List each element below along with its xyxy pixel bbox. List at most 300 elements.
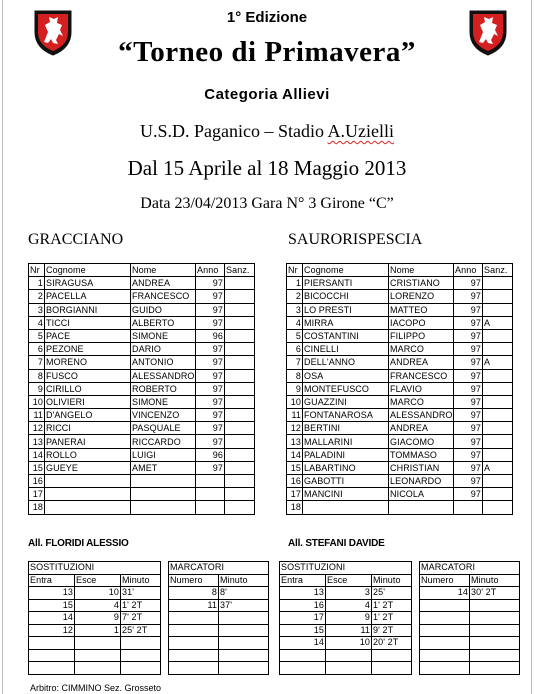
player-nr: 2 xyxy=(29,290,45,303)
subs-out-header: Esce xyxy=(75,574,121,587)
player-sanction xyxy=(225,488,255,501)
scorers-min-header: Minuto xyxy=(219,574,269,587)
sub-in: 15 xyxy=(280,624,326,637)
team-right-name: SAURORISPESCIA xyxy=(288,231,423,248)
player-sanction xyxy=(225,422,255,435)
player-row xyxy=(287,303,513,316)
player-nr: 9 xyxy=(287,382,303,395)
player-sanction: A xyxy=(483,356,513,369)
tournament-dates: Dal 15 Aprile al 18 Maggio 2013 xyxy=(127,156,407,180)
player-year: 97 xyxy=(196,369,225,382)
player-sanction xyxy=(483,422,513,435)
player-row xyxy=(287,329,513,342)
substitutions-table-left xyxy=(28,561,161,675)
scorer-row xyxy=(169,612,269,625)
player-surname xyxy=(45,488,131,501)
sub-minute: 31' xyxy=(121,587,161,600)
scorer-minute xyxy=(219,662,269,675)
player-row xyxy=(287,316,513,329)
subs-min-header: Minuto xyxy=(121,574,161,587)
player-year: 97 xyxy=(454,356,483,369)
player-nr: 1 xyxy=(29,277,45,290)
scorer-row xyxy=(169,649,269,662)
player-surname: OSA xyxy=(303,369,389,382)
player-name: MATTEO xyxy=(389,303,454,316)
player-surname: BICOCCHI xyxy=(303,290,389,303)
player-year xyxy=(454,501,483,514)
substitution-row xyxy=(29,637,161,650)
scorer-row xyxy=(420,649,520,662)
scorer-row xyxy=(169,624,269,637)
sub-out: 9 xyxy=(75,612,121,625)
player-sanction xyxy=(225,329,255,342)
player-name: ANDREA xyxy=(389,356,454,369)
player-sanction: A xyxy=(483,316,513,329)
player-name: LORENZO xyxy=(389,290,454,303)
player-nr: 6 xyxy=(29,343,45,356)
scorer-minute: 37' xyxy=(219,599,269,612)
player-year: 97 xyxy=(196,382,225,395)
sub-minute xyxy=(121,662,161,675)
player-nr: 17 xyxy=(287,488,303,501)
player-sanction xyxy=(483,501,513,514)
player-nr: 4 xyxy=(29,316,45,329)
subs-title: SOSTITUZIONI xyxy=(29,562,161,575)
substitution-row xyxy=(280,587,412,600)
player-row xyxy=(287,343,513,356)
player-year: 97 xyxy=(454,290,483,303)
sub-out: 10 xyxy=(75,587,121,600)
scorer-minute xyxy=(470,599,520,612)
player-sanction xyxy=(225,435,255,448)
player-sanction xyxy=(483,343,513,356)
sub-in: 13 xyxy=(280,587,326,600)
player-nr: 7 xyxy=(29,356,45,369)
scorer-minute: 8' xyxy=(219,587,269,600)
player-nr: 11 xyxy=(287,409,303,422)
player-row xyxy=(287,435,513,448)
player-surname: ROLLO xyxy=(45,448,131,461)
player-nr: 14 xyxy=(287,448,303,461)
player-year: 97 xyxy=(196,422,225,435)
player-nr: 9 xyxy=(29,382,45,395)
substitution-row xyxy=(29,649,161,662)
scorers-table-right xyxy=(419,561,520,675)
player-year: 97 xyxy=(454,277,483,290)
scorer-row xyxy=(420,624,520,637)
player-year: 97 xyxy=(196,290,225,303)
player-surname: D'ANGELO xyxy=(45,409,131,422)
player-row xyxy=(29,277,255,290)
player-sanction xyxy=(225,461,255,474)
player-year: 97 xyxy=(454,329,483,342)
player-nr: 6 xyxy=(287,343,303,356)
scorer-number xyxy=(169,637,219,650)
sub-in xyxy=(29,637,75,650)
player-nr: 1 xyxy=(287,277,303,290)
sub-out: 9 xyxy=(326,612,372,625)
subs-min-header: Minuto xyxy=(372,574,412,587)
player-sanction xyxy=(483,395,513,408)
player-surname: BORGIANNI xyxy=(45,303,131,316)
player-year: 97 xyxy=(454,448,483,461)
player-row xyxy=(29,303,255,316)
sub-out: 11 xyxy=(326,624,372,637)
player-surname: PANERAI xyxy=(45,435,131,448)
venue-prefix: U.S.D. Paganico – Stadio xyxy=(140,121,328,141)
player-name: ROBERTO xyxy=(131,382,196,395)
subs-title: SOSTITUZIONI xyxy=(280,562,412,575)
player-name xyxy=(131,488,196,501)
player-year: 97 xyxy=(454,343,483,356)
substitution-row xyxy=(29,662,161,675)
player-name: FLAVIO xyxy=(389,382,454,395)
scorer-number: 14 xyxy=(420,587,470,600)
player-name: FILIPPO xyxy=(389,329,454,342)
player-surname: PIERSANTI xyxy=(303,277,389,290)
player-row xyxy=(29,343,255,356)
player-year: 97 xyxy=(196,343,225,356)
roster-header-row xyxy=(287,264,513,277)
scorers-num-header: Numero xyxy=(420,574,470,587)
player-name: LUIGI xyxy=(131,448,196,461)
player-surname: OLIVIERI xyxy=(45,395,131,408)
player-year: 97 xyxy=(454,475,483,488)
player-surname: BERTINI xyxy=(303,422,389,435)
col-sanz: Sanz. xyxy=(225,264,255,277)
player-sanction xyxy=(483,382,513,395)
sub-minute xyxy=(372,662,412,675)
scorer-row xyxy=(169,637,269,650)
player-nr: 3 xyxy=(287,303,303,316)
player-surname: TICCI xyxy=(45,316,131,329)
player-year: 97 xyxy=(196,461,225,474)
player-surname: LO PRESTI xyxy=(303,303,389,316)
player-row xyxy=(29,290,255,303)
sub-in: 13 xyxy=(29,587,75,600)
sub-minute xyxy=(372,649,412,662)
player-surname: COSTANTINI xyxy=(303,329,389,342)
sub-out: 1 xyxy=(75,624,121,637)
player-surname: MORENO xyxy=(45,356,131,369)
sub-minute: 25' 2T xyxy=(121,624,161,637)
sub-minute xyxy=(121,649,161,662)
player-sanction xyxy=(225,303,255,316)
substitution-row xyxy=(280,612,412,625)
scorer-number: 8 xyxy=(169,587,219,600)
player-name: VINCENZO xyxy=(131,409,196,422)
player-surname: PACELLA xyxy=(45,290,131,303)
scorer-minute xyxy=(219,637,269,650)
player-nr: 3 xyxy=(29,303,45,316)
sub-in: 12 xyxy=(29,624,75,637)
scorer-minute xyxy=(470,637,520,650)
sub-in: 17 xyxy=(280,612,326,625)
player-nr: 7 xyxy=(287,356,303,369)
sub-minute: 9' 2T xyxy=(372,624,412,637)
player-name: GUIDO xyxy=(131,303,196,316)
scorer-row xyxy=(420,612,520,625)
player-row xyxy=(29,356,255,369)
player-surname: GUEYE xyxy=(45,461,131,474)
sub-in xyxy=(29,662,75,675)
subs-out-header: Esce xyxy=(326,574,372,587)
player-year xyxy=(196,488,225,501)
player-sanction xyxy=(225,356,255,369)
page-edge-left xyxy=(2,0,3,694)
page-edge-right xyxy=(531,0,532,694)
player-row xyxy=(287,409,513,422)
player-surname: PACE xyxy=(45,329,131,342)
sub-in xyxy=(280,649,326,662)
col-surname: Cognome xyxy=(303,264,389,277)
scorer-minute xyxy=(470,612,520,625)
sub-out xyxy=(75,662,121,675)
scorers-min-header: Minuto xyxy=(470,574,520,587)
subs-in-header: Entra xyxy=(29,574,75,587)
col-surname: Cognome xyxy=(45,264,131,277)
player-nr: 11 xyxy=(29,409,45,422)
scorers-title: MARCATORI xyxy=(420,562,520,575)
edition-label: 1° Edizione xyxy=(226,9,308,26)
col-name: Nome xyxy=(389,264,454,277)
player-row xyxy=(287,395,513,408)
player-row xyxy=(29,409,255,422)
player-row xyxy=(287,488,513,501)
scorer-number xyxy=(169,649,219,662)
scorer-number xyxy=(420,637,470,650)
roster-table-right xyxy=(286,263,513,515)
player-row xyxy=(29,475,255,488)
sub-in: 15 xyxy=(29,599,75,612)
scorer-row xyxy=(169,599,269,612)
substitution-row xyxy=(29,612,161,625)
player-row xyxy=(287,461,513,474)
player-name: AMET xyxy=(131,461,196,474)
player-year: 97 xyxy=(454,488,483,501)
player-surname: LABARTINO xyxy=(303,461,389,474)
player-sanction xyxy=(483,475,513,488)
player-surname: CINELLI xyxy=(303,343,389,356)
sub-minute xyxy=(121,637,161,650)
player-sanction xyxy=(483,435,513,448)
sub-minute: 25' xyxy=(372,587,412,600)
sub-in: 14 xyxy=(280,637,326,650)
roster-header-row xyxy=(29,264,255,277)
scorer-number xyxy=(420,612,470,625)
player-name: PASQUALE xyxy=(131,422,196,435)
col-year: Anno xyxy=(196,264,225,277)
player-sanction xyxy=(225,369,255,382)
player-nr: 2 xyxy=(287,290,303,303)
player-sanction xyxy=(225,316,255,329)
sub-minute: 20' 2T xyxy=(372,637,412,650)
player-year: 97 xyxy=(196,277,225,290)
player-sanction xyxy=(225,343,255,356)
sub-out xyxy=(75,649,121,662)
player-row xyxy=(287,501,513,514)
scorer-number xyxy=(420,662,470,675)
player-surname: MIRRA xyxy=(303,316,389,329)
venue-line xyxy=(0,121,534,142)
player-surname: CIRILLO xyxy=(45,382,131,395)
player-surname: GABOTTI xyxy=(303,475,389,488)
player-name: IACOPO xyxy=(389,316,454,329)
player-surname xyxy=(45,501,131,514)
substitution-row xyxy=(29,587,161,600)
scorer-minute: 30' 2T xyxy=(470,587,520,600)
col-nr: Nr xyxy=(29,264,45,277)
player-surname: SIRAGUSA xyxy=(45,277,131,290)
player-surname xyxy=(45,475,131,488)
player-row xyxy=(287,290,513,303)
sub-out: 4 xyxy=(75,599,121,612)
player-sanction xyxy=(483,488,513,501)
player-row xyxy=(287,369,513,382)
team-left-name: GRACCIANO xyxy=(28,231,124,248)
player-sanction xyxy=(225,501,255,514)
sub-in: 16 xyxy=(280,599,326,612)
player-name: DARIO xyxy=(131,343,196,356)
player-nr: 18 xyxy=(29,501,45,514)
substitution-row xyxy=(29,599,161,612)
player-year xyxy=(196,501,225,514)
player-sanction xyxy=(225,475,255,488)
player-surname: GUAZZINI xyxy=(303,395,389,408)
player-row xyxy=(29,435,255,448)
player-nr: 15 xyxy=(287,461,303,474)
player-name: CRISTIANO xyxy=(389,277,454,290)
player-year: 97 xyxy=(196,316,225,329)
player-row xyxy=(287,475,513,488)
player-row xyxy=(29,422,255,435)
sub-out xyxy=(75,637,121,650)
player-name xyxy=(131,501,196,514)
player-name: MARCO xyxy=(389,395,454,408)
player-year: 97 xyxy=(196,356,225,369)
player-year: 97 xyxy=(454,382,483,395)
player-row xyxy=(29,395,255,408)
sub-minute: 1' 2T xyxy=(372,612,412,625)
subs-in-header: Entra xyxy=(280,574,326,587)
player-name: ANDREA xyxy=(131,277,196,290)
player-nr: 8 xyxy=(29,369,45,382)
sub-out: 3 xyxy=(326,587,372,600)
player-year: 97 xyxy=(454,461,483,474)
scorer-row xyxy=(420,587,520,600)
player-nr: 10 xyxy=(29,395,45,408)
player-name xyxy=(131,475,196,488)
player-year: 97 xyxy=(196,303,225,316)
scorer-minute xyxy=(470,649,520,662)
player-sanction xyxy=(483,290,513,303)
player-nr: 17 xyxy=(29,488,45,501)
category-label: Categoria Allievi xyxy=(204,86,330,103)
player-name: FRANCESCO xyxy=(389,369,454,382)
scorer-minute xyxy=(219,649,269,662)
player-sanction xyxy=(225,409,255,422)
player-name: FRANCESCO xyxy=(131,290,196,303)
player-row xyxy=(29,488,255,501)
player-surname: DELL'ANNO xyxy=(303,356,389,369)
player-name: ALBERTO xyxy=(131,316,196,329)
match-info: Data 23/04/2013 Gara N° 3 Girone “C” xyxy=(140,195,394,212)
player-sanction xyxy=(483,303,513,316)
player-name: CHRISTIAN xyxy=(389,461,454,474)
player-name: TOMMASO xyxy=(389,448,454,461)
player-name: SIMONE xyxy=(131,395,196,408)
scorer-number: 11 xyxy=(169,599,219,612)
player-name: RICCARDO xyxy=(131,435,196,448)
player-year: 97 xyxy=(454,316,483,329)
scorers-table-left xyxy=(168,561,269,675)
player-name: GIACOMO xyxy=(389,435,454,448)
player-surname: FONTANAROSA xyxy=(303,409,389,422)
scorer-row xyxy=(420,662,520,675)
player-sanction xyxy=(483,448,513,461)
substitution-row xyxy=(280,649,412,662)
sub-out: 4 xyxy=(326,599,372,612)
player-year: 97 xyxy=(454,395,483,408)
scorers-title: MARCATORI xyxy=(169,562,269,575)
player-row xyxy=(287,448,513,461)
player-surname: PEZONE xyxy=(45,343,131,356)
sub-in xyxy=(29,649,75,662)
player-nr: 18 xyxy=(287,501,303,514)
player-surname: RICCI xyxy=(45,422,131,435)
substitution-row xyxy=(280,624,412,637)
col-year: Anno xyxy=(454,264,483,277)
player-nr: 13 xyxy=(29,435,45,448)
player-name: NICOLA xyxy=(389,488,454,501)
player-nr: 5 xyxy=(287,329,303,342)
player-surname: MONTEFUSCO xyxy=(303,382,389,395)
scorer-minute xyxy=(470,662,520,675)
scorer-minute xyxy=(219,624,269,637)
tournament-title: “Torneo di Primavera” xyxy=(118,36,416,68)
sub-minute: 1' 2T xyxy=(121,599,161,612)
player-name: LEONARDO xyxy=(389,475,454,488)
player-row xyxy=(29,369,255,382)
scorer-minute xyxy=(219,612,269,625)
player-year: 97 xyxy=(454,409,483,422)
sub-out xyxy=(326,649,372,662)
player-row xyxy=(29,316,255,329)
referee-line: Arbitro: CIMMINO Sez. Grosseto xyxy=(30,683,162,693)
scorer-minute xyxy=(470,624,520,637)
scorer-row xyxy=(420,599,520,612)
sub-minute: 7' 2T xyxy=(121,612,161,625)
player-sanction xyxy=(483,329,513,342)
player-surname: MANCINI xyxy=(303,488,389,501)
player-sanction: A xyxy=(483,461,513,474)
substitution-row xyxy=(280,637,412,650)
player-surname: MALLARINI xyxy=(303,435,389,448)
sub-minute: 1' 2T xyxy=(372,599,412,612)
player-year: 97 xyxy=(196,409,225,422)
substitution-row xyxy=(280,599,412,612)
player-nr: 16 xyxy=(287,475,303,488)
scorer-number xyxy=(169,612,219,625)
player-year: 96 xyxy=(196,448,225,461)
player-nr: 16 xyxy=(29,475,45,488)
player-year: 97 xyxy=(454,303,483,316)
player-year: 97 xyxy=(454,422,483,435)
player-nr: 14 xyxy=(29,448,45,461)
roster-table-left xyxy=(28,263,255,515)
scorer-number xyxy=(420,649,470,662)
player-row xyxy=(287,356,513,369)
